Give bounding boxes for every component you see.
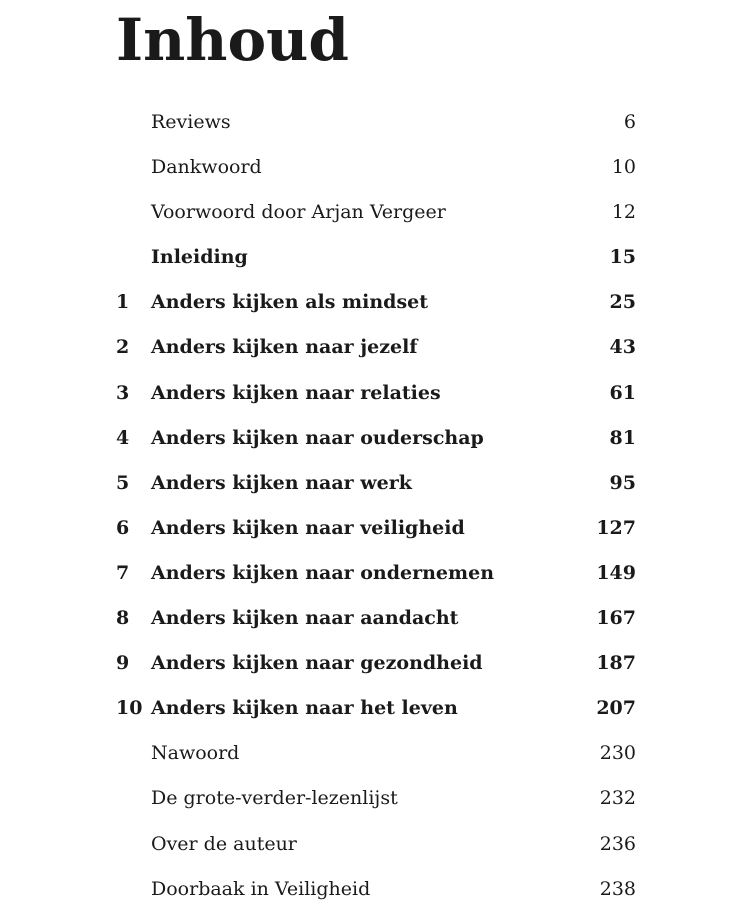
toc-entry-page-number: 10	[611, 156, 636, 179]
toc-entry-page-number: 232	[599, 787, 636, 810]
toc-entry-title: Inleiding	[151, 246, 248, 269]
toc-entry-title: Anders kijken naar werk	[151, 471, 412, 494]
page-title: Inhoud	[116, 6, 349, 74]
toc-entry-title: Anders kijken naar veiligheid	[151, 516, 465, 539]
toc-entry[interactable]	[116, 871, 636, 916]
toc-entry-title: Anders kijken naar jezelf	[151, 336, 418, 359]
toc-entry-page-number: 43	[609, 336, 636, 359]
toc-entry-title: Anders kijken naar ouderschap	[151, 426, 484, 449]
toc-entry-page-number: 149	[596, 561, 636, 584]
toc-entry-number: 4	[116, 426, 130, 449]
toc-entry[interactable]	[116, 690, 636, 735]
toc-entry-number: 2	[116, 336, 130, 359]
toc-entry[interactable]	[116, 780, 636, 825]
toc-entry-title: Doorbaak in Veiligheid	[151, 877, 371, 900]
toc-entry-number: 9	[116, 652, 130, 675]
toc-entry[interactable]	[116, 420, 636, 465]
toc-entry-page-number: 236	[599, 832, 636, 855]
toc-entry-number: 10	[116, 697, 143, 720]
toc-entry-title: Anders kijken naar ondernemen	[151, 561, 495, 584]
toc-entry-number: 5	[116, 471, 130, 494]
toc-entry-title: Anders kijken als mindset	[151, 291, 429, 314]
toc-entry-title: Dankwoord	[151, 156, 262, 179]
toc-entry-page-number: 81	[609, 426, 636, 449]
toc-entry-page-number: 6	[623, 111, 636, 133]
toc-entry[interactable]	[116, 465, 636, 510]
toc-entry-number: 8	[116, 607, 130, 630]
toc-entry-page-number: 238	[599, 877, 636, 900]
toc-entry-title: Anders kijken naar gezondheid	[151, 652, 483, 675]
toc-entry-title: Anders kijken naar het leven	[151, 697, 458, 720]
toc-entry-title: Over de auteur	[151, 832, 297, 855]
toc-entry[interactable]	[116, 239, 636, 284]
table-of-contents	[116, 104, 636, 916]
toc-entry-number: 1	[116, 291, 130, 314]
toc-entry-title: Voorwoord door Arjan Vergeer	[151, 201, 446, 224]
toc-entry[interactable]	[116, 510, 636, 555]
toc-entry[interactable]	[116, 329, 636, 374]
toc-entry[interactable]	[116, 375, 636, 420]
toc-entry-number: 7	[116, 561, 130, 584]
toc-entry[interactable]	[116, 645, 636, 690]
toc-entry-page-number: 230	[599, 742, 636, 765]
toc-entry[interactable]	[116, 555, 636, 600]
toc-entry-page-number: 127	[596, 516, 636, 539]
toc-entry-page-number: 95	[609, 471, 636, 494]
toc-entry[interactable]	[116, 149, 636, 194]
toc-entry-page-number: 167	[596, 607, 636, 630]
toc-entry-title: De grote-verder-lezenlijst	[151, 787, 398, 810]
toc-entry-page-number: 25	[609, 291, 636, 314]
toc-entry[interactable]	[116, 735, 636, 780]
toc-entry-page-number: 207	[596, 697, 636, 720]
toc-entry-title: Nawoord	[151, 742, 240, 765]
toc-entry[interactable]	[116, 104, 636, 149]
toc-entry-number: 3	[116, 381, 130, 404]
toc-entry-title: Anders kijken naar relaties	[151, 381, 441, 404]
toc-entry-title: Anders kijken naar aandacht	[151, 607, 459, 630]
toc-entry[interactable]	[116, 194, 636, 239]
toc-entry-page-number: 15	[609, 246, 636, 269]
toc-entry[interactable]	[116, 600, 636, 645]
toc-entry-page-number: 187	[596, 652, 636, 675]
toc-entry[interactable]	[116, 284, 636, 329]
toc-entry-number: 6	[116, 516, 130, 539]
toc-entry-page-number: 61	[609, 381, 636, 404]
toc-entry-title: Reviews	[151, 111, 231, 133]
toc-entry-page-number: 12	[611, 201, 636, 224]
toc-entry[interactable]	[116, 826, 636, 871]
